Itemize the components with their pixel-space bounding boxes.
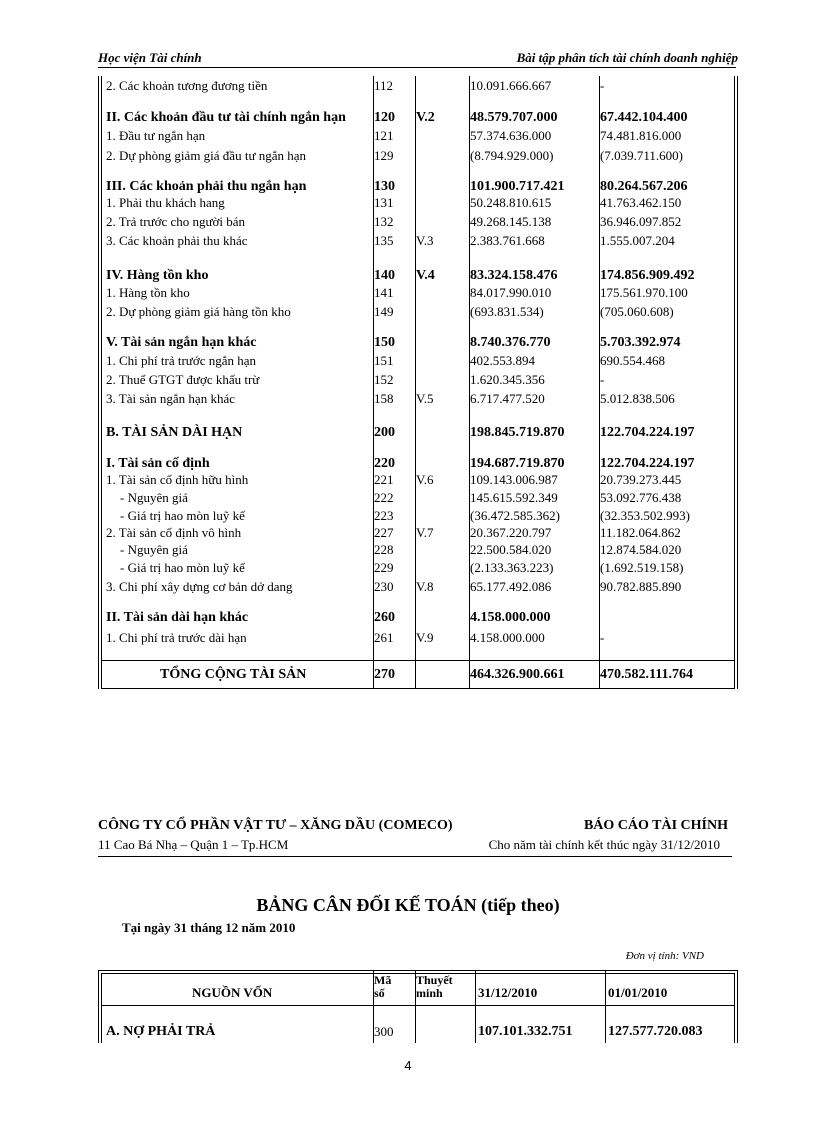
row-code: 221 (374, 472, 394, 487)
row-value-2010: 83.324.158.476 (470, 268, 558, 283)
row-code: 158 (374, 391, 394, 406)
row-value-2009: 122.704.224.197 (600, 456, 695, 471)
row-value-2010: 57.374.636.000 (470, 128, 552, 143)
row-value-2010: 145.615.592.349 (470, 490, 558, 505)
row-code: 120 (374, 110, 395, 125)
row-value-2009: (705.060.608) (600, 304, 674, 319)
row-value-2010: 4.158.000.000 (470, 610, 551, 625)
row-value-2010: (36.472.585.362) (470, 508, 560, 523)
row-code: 132 (374, 214, 394, 229)
row-value-2009: 122.704.224.197 (600, 425, 695, 440)
col-sep-note (415, 76, 416, 689)
row-value-2009: 12.874.584.020 (600, 542, 682, 557)
row-label: 1. Chi phí trả trước ngắn hạn (106, 353, 257, 368)
row-value-2009: 20.739.273.445 (600, 472, 682, 487)
row-note: V.2 (416, 110, 435, 125)
row-value-2010: (2.133.363.223) (470, 560, 554, 575)
row-value-2010: 101.900.717.421 (470, 179, 565, 194)
page-title: BẢNG CÂN ĐỐI KẾ TOÁN (tiếp theo) (256, 895, 560, 915)
row-value-2009: 74.481.816.000 (600, 128, 682, 143)
t2-header-code: Mã số (374, 973, 392, 1000)
row-code: 131 (374, 195, 394, 210)
company-divider (98, 856, 732, 857)
row-label: - Giá trị hao mòn luỹ kế (120, 508, 245, 523)
row-value-2010: 84.017.990.010 (470, 285, 552, 300)
t2-col-sep-2010 (475, 971, 476, 1043)
row-value-2010: 198.845.719.870 (470, 425, 565, 440)
row-code: 220 (374, 456, 395, 471)
row-value-2010: 20.367.220.797 (470, 525, 552, 540)
total-2010: 464.326.900.661 (470, 667, 565, 682)
header-left: Học viện Tài chính (98, 50, 202, 65)
row-value-2009: 53.092.776.438 (600, 490, 682, 505)
row-code: 149 (374, 304, 394, 319)
row-value-2010: 22.500.584.020 (470, 542, 552, 557)
row-value-2009: (32.353.502.993) (600, 508, 690, 523)
row-label: 3. Các khoản phải thu khác (106, 233, 248, 248)
row-value-2009: 80.264.567.206 (600, 179, 688, 194)
row-label: - Giá trị hao mòn luỹ kế (120, 560, 245, 575)
company-name: CÔNG TY CỔ PHẦN VẬT TƯ – XĂNG DẦU (COMECO) (98, 818, 453, 833)
row-label: I. Tài sản cố định (106, 456, 210, 471)
row-value-2010: 8.740.376.770 (470, 335, 551, 350)
row-label: 2. Tài sản cố định vô hình (106, 525, 242, 540)
t2-row-2010: 107.101.332.751 (478, 1024, 573, 1039)
row-label: II. Tài sản dài hạn khác (106, 610, 249, 625)
row-value-2009: - (600, 630, 605, 645)
row-value-2010: 109.143.006.987 (470, 472, 558, 487)
row-label: V. Tài sản ngắn hạn khác (106, 335, 257, 350)
row-value-2010: (693.831.534) (470, 304, 544, 319)
row-label: 3. Chi phí xây dựng cơ bản dở dang (106, 579, 293, 594)
row-value-2009: 41.763.462.150 (600, 195, 682, 210)
row-label: 2. Các khoản tương đương tiền (106, 78, 268, 93)
row-code: 200 (374, 425, 395, 440)
row-label: B. TÀI SẢN DÀI HẠN (106, 425, 243, 440)
row-label: 2. Dự phòng giảm giá hàng tồn kho (106, 304, 291, 319)
row-value-2009: 5.012.838.506 (600, 391, 675, 406)
total-2009: 470.582.111.764 (600, 667, 693, 682)
row-code: 121 (374, 128, 394, 143)
row-note: V.7 (416, 525, 434, 540)
row-label: 2. Trả trước cho người bán (106, 214, 246, 229)
row-label: IV. Hàng tồn kho (106, 268, 209, 283)
row-code: 261 (374, 630, 394, 645)
t2-header-2009: 01/01/2010 (608, 985, 668, 1000)
t2-header-2010: 31/12/2010 (478, 985, 538, 1000)
t2-header-border (101, 1005, 735, 1006)
row-value-2010: 4.158.000.000 (470, 630, 545, 645)
unit-label: Đơn vị tính: VND (625, 950, 704, 962)
row-code: 151 (374, 353, 394, 368)
row-code: 130 (374, 179, 395, 194)
t2-row-2009: 127.577.720.083 (608, 1024, 703, 1039)
row-code: 135 (374, 233, 394, 248)
row-value-2009: - (600, 372, 605, 387)
row-code: 223 (374, 508, 394, 523)
row-code: 150 (374, 335, 395, 350)
row-label: 1. Hàng tồn kho (106, 285, 190, 300)
row-label: 1. Phải thu khách hang (106, 195, 225, 210)
row-label: III. Các khoản phải thu ngắn hạn (106, 179, 307, 194)
report-name: BÁO CÁO TÀI CHÍNH (583, 818, 728, 833)
row-label: 1. Đầu tư ngắn hạn (106, 128, 206, 143)
row-value-2010: 2.383.761.668 (470, 233, 545, 248)
report-period: Cho năm tài chính kết thúc ngày 31/12/2010 (488, 837, 720, 852)
t2-col-sep-2009 (605, 971, 606, 1043)
t2-row-code: 300 (374, 1024, 394, 1039)
row-label: 1. Chi phí trả trước dài hạn (106, 630, 247, 645)
row-label: 3. Tài sản ngắn hạn khác (106, 391, 235, 406)
row-value-2010: 402.553.894 (470, 353, 535, 368)
row-note: V.5 (416, 391, 434, 406)
row-value-2010: 49.268.145.138 (470, 214, 552, 229)
total-label: TỔNG CỘNG TÀI SẢN (160, 667, 307, 682)
row-value-2009: (7.039.711.600) (600, 148, 683, 163)
row-value-2009: 90.782.885.890 (600, 579, 682, 594)
total-code: 270 (374, 667, 395, 682)
row-label: - Nguyên giá (120, 490, 188, 505)
t2-header-name: NGUỒN VỐN (192, 985, 273, 1000)
row-value-2010: 65.177.492.086 (470, 579, 552, 594)
row-value-2009: (1.692.519.158) (600, 560, 684, 575)
header-divider (98, 67, 736, 68)
row-code: 141 (374, 285, 394, 300)
report-date: Tại ngày 31 tháng 12 năm 2010 (122, 920, 296, 935)
page-number: 4 (404, 1058, 412, 1073)
row-note: V.6 (416, 472, 434, 487)
row-code: 230 (374, 579, 394, 594)
row-value-2009: 690.554.468 (600, 353, 665, 368)
row-code: 222 (374, 490, 394, 505)
row-value-2010: 48.579.707.000 (470, 110, 558, 125)
company-address: 11 Cao Bá Nhạ – Quận 1 – Tp.HCM (98, 837, 289, 852)
row-note: V.3 (416, 233, 434, 248)
row-value-2009: 1.555.007.204 (600, 233, 675, 248)
row-code: 140 (374, 268, 395, 283)
row-value-2009: 11.182.064.862 (600, 525, 681, 540)
row-value-2009: 67.442.104.400 (600, 110, 688, 125)
row-value-2009: 175.561.970.100 (600, 285, 688, 300)
row-code: 129 (374, 148, 394, 163)
row-value-2010: 50.248.810.615 (470, 195, 552, 210)
row-value-2010: (8.794.929.000) (470, 148, 554, 163)
row-code: 229 (374, 560, 394, 575)
row-code: 260 (374, 610, 395, 625)
row-value-2010: 194.687.719.870 (470, 456, 565, 471)
row-code: 112 (374, 78, 394, 93)
total-row-border (101, 660, 735, 661)
row-code: 228 (374, 542, 394, 557)
row-label: 2. Dự phòng giảm giá đầu tư ngắn hạn (106, 148, 307, 163)
row-code: 227 (374, 525, 394, 540)
t2-header-note: Thuyết minh (416, 973, 453, 1000)
row-label: - Nguyên giá (120, 542, 188, 557)
row-label: 2. Thuế GTGT được khấu trừ (106, 372, 260, 387)
row-value-2009: 5.703.392.974 (600, 335, 681, 350)
row-label: II. Các khoản đầu tư tài chính ngắn hạn (106, 110, 346, 125)
row-value-2010: 10.091.666.667 (470, 78, 552, 93)
row-note: V.4 (416, 268, 435, 283)
row-code: 152 (374, 372, 394, 387)
row-note: V.8 (416, 579, 434, 594)
row-value-2010: 1.620.345.356 (470, 372, 545, 387)
row-value-2009: 174.856.909.492 (600, 268, 695, 283)
row-note: V.9 (416, 630, 434, 645)
row-value-2010: 6.717.477.520 (470, 391, 545, 406)
t2-row-name: A. NỢ PHẢI TRẢ (106, 1024, 216, 1039)
row-value-2009: - (600, 78, 605, 93)
row-value-2009: 36.946.097.852 (600, 214, 682, 229)
header-right: Bài tập phân tích tài chính doanh nghiệp (516, 50, 738, 65)
row-label: 1. Tài sản cố định hữu hình (106, 472, 249, 487)
